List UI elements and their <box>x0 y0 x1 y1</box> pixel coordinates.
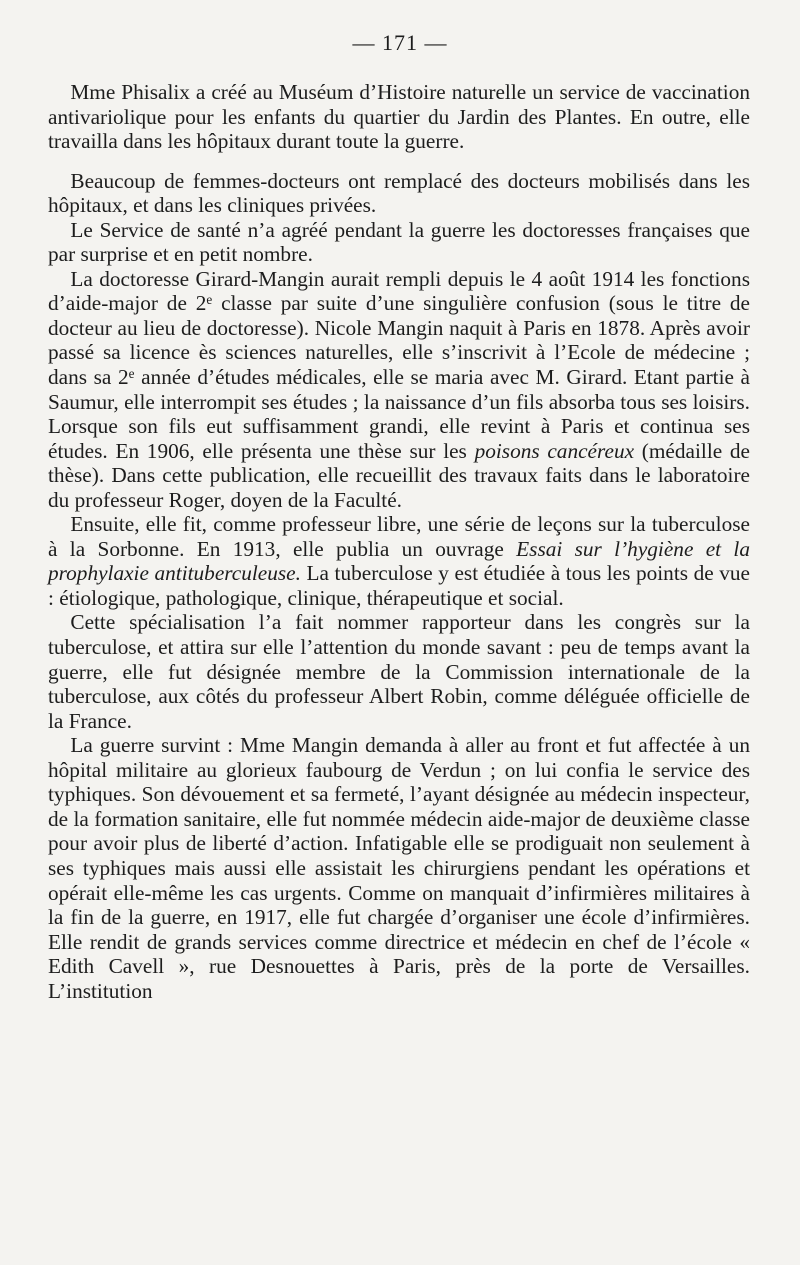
body-text <box>48 80 750 1003</box>
page-number: — 171 — <box>352 30 448 55</box>
paragraph-specialisation <box>48 610 750 733</box>
paragraph-text: (médaille de thèse). Dans cette publication, elle recueillit des travaux faits dans le laboratoire du professeur Roger, doyen de la Faculté. <box>48 438 750 512</box>
paragraph-text: Beaucoup de femmes-docteurs ont remplacé des docteurs mobilisés dans les hôpitaux, et dans les cliniques privées. <box>48 168 750 218</box>
thesis-title: poisons cancéreux <box>474 438 635 463</box>
paragraph-text: classe par suite d’une singulière confusion (sous le titre de docteur au lieu de doctoresse). Nicole Mangin naquit à Paris en 1878. Après avoir passé sa licence ès sciences naturelles, elle s’inscrivit à l’Ecole de médecine ; dans sa 2 <box>48 291 750 390</box>
paragraph-phisalix <box>48 80 750 154</box>
paragraph-text: La guerre survint : Mme Mangin demanda à aller au front et fut affectée à un hôpital militaire au glorieux faubourg de Verdun ; on lui confia le service des typhiques. Son dévouement et sa fermeté, l’ayant désignée au médecin inspecteur, de la formation sanitaire, elle fut nommée médecin aide-major de deuxième classe pour avoir plus de liberté d’action. Infatigable elle se prodiguait non seulement à ses typhiques mais aussi elle assistait les chirurgiens pendant les opérations et opérait elle-même les cas urgents. Comme on manquait d’infirmières militaires à la fin de la guerre, en 1917, elle fut chargée d’organiser une école d’infirmières. Elle rendit de grands services comme directrice et médecin en chef de l’école « Edith Cavell », rue Desnouettes à Paris, près de la porte de Versailles. L’institution <box>48 733 750 1003</box>
paragraph-text: Mme Phisalix a créé au Muséum d’Histoire naturelle un service de vaccination antivariolique pour les enfants du quartier du Jardin des Plantes. En outre, elle travailla dans les hôpitaux durant toute la guerre. <box>48 80 750 154</box>
superscript: e <box>128 366 135 382</box>
paragraph-text: Cette spécialisation l’a fait nommer rapporteur dans les congrès sur la tuberculose, et attira sur elle l’attention du monde savant : peu de temps avant la guerre, elle fut désignée membre de la Commission internationale de la tuberculose, aux côtés du professeur Albert Robin, comme déléguée officielle de la France. <box>48 610 750 733</box>
paragraph-girard-mangin <box>48 267 750 512</box>
paragraph-femmes-docteurs <box>48 169 750 218</box>
paragraph-service-sante <box>48 218 750 267</box>
superscript: e <box>206 292 213 308</box>
book-title: Essai sur l’hygiène et la prophylaxie antituberculeuse. <box>48 536 750 586</box>
paragraph-tuberculose <box>48 512 750 610</box>
paragraph-text: Le Service de santé n’a agréé pendant la guerre les doctoresses françaises que par surprise et en petit nombre. <box>48 217 750 267</box>
paragraph-text: année d’études médicales, elle se maria avec M. Girard. Etant partie à Saumur, elle interrompit ses études ; la naissance d’un fils absorba tous ses loisirs. Lorsque son fils eut suffisamment grandi, elle revint à Paris et continua ses études. En 1906, elle présenta une thèse sur les <box>48 365 751 463</box>
paragraph-guerre <box>48 733 750 1003</box>
paragraph-text: La tuberculose y est étudiée à tous les points de vue : étiologique, pathologique, clinique, thérapeutique et social. <box>48 561 750 610</box>
paragraph-text: Ensuite, elle fit, comme professeur libre, une série de leçons sur la tuberculose à la Sorbonne. En 1913, elle publia un ouvrage <box>48 512 750 561</box>
paragraph-text: La doctoresse Girard-Mangin aurait rempli depuis le 4 août 1914 les fonctions d’aide-major de 2 <box>48 266 750 316</box>
